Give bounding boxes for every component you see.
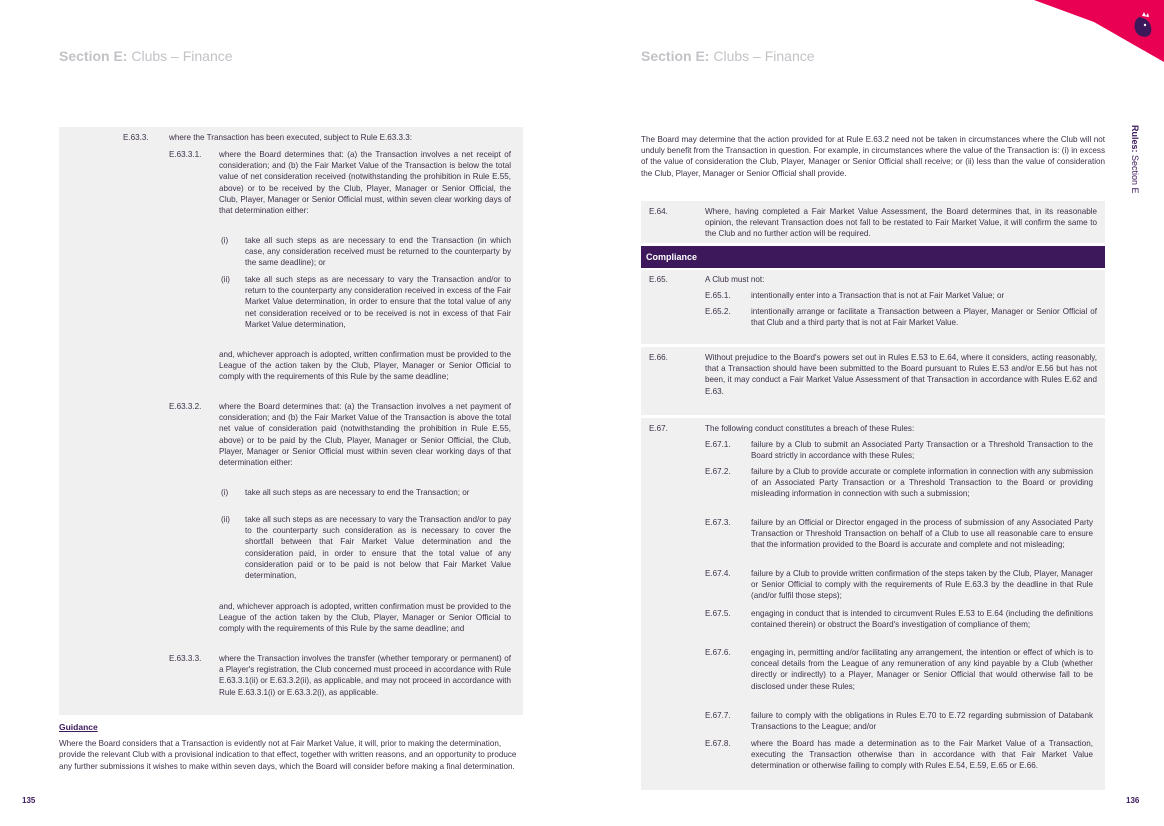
rule-text: A Club must not:	[705, 275, 765, 284]
rule-block-e65	[641, 270, 1105, 344]
rule-text: where the Transaction has been executed, subject to Rule E.63.3.3:	[169, 133, 412, 142]
rule-block-e64	[641, 201, 1105, 243]
rule-text: intentionally enter into a Transaction that is not at Fair Market Value; or	[751, 291, 1005, 300]
page-number: 136	[1126, 796, 1140, 805]
list-marker: (i)	[221, 488, 229, 497]
rule-number: E.67.6.	[705, 648, 731, 657]
rule-text: where the Transaction involves the transfer (whether temporary or permanent) of a Player's registration, the Club concerned must proceed in accordance with Rule E.63.3.1(ii) or E.63.3.2(ii), as applicable, and may not proceed in accordance with Rule E.63.3.1(i) or E.63.3.2(i), as applicable.	[219, 654, 511, 697]
rule-number: E.63.3.	[123, 133, 149, 142]
rule-text: where the Board has made a determination as to the Fair Market Value of a Transaction, executing the Transaction otherwise than in accordance with that Fair Market Value determination or otherwise failing to comply with Rules E.54, E.59, E.65 or E.66.	[751, 739, 1093, 771]
rule-number: E.67.7.	[705, 711, 731, 720]
rule-text: engaging in, permitting and/or facilitating any arrangement, the intention or effect of which is to conceal details from the League of any remuneration of any kind payable by a Club (whether directly or indirectly) to a Player, Manager or Senior Official that would otherwise fall to be disclosed under these Rules;	[751, 648, 1093, 691]
rule-text: take all such steps as are necessary to end the Transaction (in which case, any consideration received must be returned to the counterparty by the same deadline); or	[245, 236, 511, 268]
rule-text: take all such steps as are necessary to vary the Transaction and/or to return to the counterparty any consideration received in excess of the Fair Market Value determination, in order to ensure that the total value of any net consideration received or to be received is not in excess of that Fair Market Value determination,	[245, 275, 511, 329]
corner-decoration	[994, 0, 1164, 70]
rule-number: E.67.	[649, 424, 668, 433]
list-marker: (i)	[221, 236, 229, 245]
rule-text: failure by a Club to provide accurate or complete information in connection with any submission of an Associated Party Transaction or a Threshold Transaction to the Board or providing misleading information in connection with such a submission;	[751, 467, 1093, 499]
guidance-text: Where the Board considers that a Transaction is evidently not at Fair Market Value, it will, prior to making the determination, provide the relevant Club with a provisional indication to that effect, together with written reasons, and an opportunity to produce any further submissions it wishes to make within seven days, which the Board will consider before making a final determination.	[59, 739, 517, 771]
page-number: 135	[22, 796, 36, 805]
rule-number: E.67.4.	[705, 569, 731, 578]
compliance-heading: Compliance	[641, 246, 1105, 268]
rule-block-e67	[641, 418, 1105, 790]
rule-number: E.67.1.	[705, 440, 731, 449]
list-marker: (ii)	[221, 275, 230, 284]
rule-text: Without prejudice to the Board's powers set out in Rules E.53 to E.64, where it considers, acting reasonably, that a Transaction should have been submitted to the Board pursuant to Rules E.53 and/or E.56 but has not been, it may conduct a Fair Market Value Assessment of that Transaction in accordance with Rules E.62 and E.63.	[705, 353, 1097, 396]
rule-number: E.66.	[649, 353, 668, 362]
section-header: Section E: Clubs – Finance	[59, 48, 233, 64]
rule-number: E.67.5.	[705, 609, 731, 618]
rule-number: E.67.8.	[705, 739, 731, 748]
rule-text: take all such steps as are necessary to end the Transaction; or	[245, 488, 470, 497]
rule-number: E.65.	[649, 275, 668, 284]
rule-text: and, whichever approach is adopted, written confirmation must be provided to the League of the action taken by the Club, Player, Manager or Senior Official to comply with the requirements of this Rule by the same deadline; and	[219, 602, 511, 634]
section-header: Section E: Clubs – Finance	[641, 48, 815, 64]
rule-number: E.63.3.1.	[169, 150, 202, 159]
rule-number: E.63.3.2.	[169, 402, 202, 411]
rule-number: E.67.3.	[705, 518, 731, 527]
intro-paragraph: The Board may determine that the action provided for at Rule E.63.2 need not be taken in circumstances where the Club will not unduly benefit from the Transaction in question. For example, in circumstances where the value of the Transaction is: (i) in excess of the value of consideration the Club, Player, Manager or Senior Official shall receive; or (ii) less than the value of consideration the Club, Player, Manager or Senior Official shall provide.	[641, 135, 1105, 178]
rule-text: failure to comply with the obligations in Rules E.70 to E.72 regarding submission of Databank Transactions to the League; and/or	[751, 711, 1093, 732]
rule-number: E.67.2.	[705, 467, 731, 476]
rule-text: and, whichever approach is adopted, written confirmation must be provided to the League of the action taken by the Club, Player, Manager or Senior Official to comply with the requirements of this Rule by the same deadline;	[219, 350, 511, 382]
rule-text: failure by a Club to provide written confirmation of the steps taken by the Club, Player, Manager or Senior Official to comply with the requirements of Rule E.63.3 by the deadline in that Rule (and/or fulfil those steps);	[751, 569, 1093, 601]
rule-number: E.64.	[649, 207, 668, 216]
rule-text: failure by an Official or Director engaged in the process of submission of any Associated Party Transaction or Threshold Transaction on behalf of a Club to use all reasonable care to ensure that the information provided to the Board is accurate and complete and not misleading;	[751, 518, 1093, 550]
rule-text: The following conduct constitutes a breach of these Rules:	[705, 424, 915, 433]
rule-text: failure by a Club to submit an Associated Party Transaction or a Threshold Transaction to the Board strictly in accordance with these Rules;	[751, 440, 1093, 461]
guidance-title: Guidance	[59, 722, 98, 732]
side-section-label: Rules: Section E	[1130, 125, 1140, 194]
rule-number: E.65.1.	[705, 291, 731, 300]
rule-text: take all such steps as are necessary to vary the Transaction and/or to pay to the counterparty such consideration as is necessary to cover the shortfall between that Fair Market Value determination and the consideration paid, in order to ensure that the total value of any consideration paid or to be paid is not below that Fair Market Value determination,	[245, 515, 511, 581]
rule-block-e63-3	[59, 127, 523, 715]
rule-text: engaging in conduct that is intended to circumvent Rules E.53 to E.64 (including the definitions contained therein) or obstruct the Board's investigation of compliance of them;	[751, 609, 1093, 630]
rule-text: Where, having completed a Fair Market Value Assessment, the Board determines that, in its reasonable opinion, the relevant Transaction does not fall to be restated to Fair Market Value, it will confirm the same to the Club and no further action will be required.	[705, 207, 1097, 239]
rule-text: where the Board determines that: (a) the Transaction involves a net payment of consideration; and (b) the Fair Market Value of the Transaction is above the total net value of consideration paid (notwithstanding the prohibition in Rule E.55, above) or to be paid by the Club, Player, Manager or Senior Official, the Club, Player, Manager or Senior Official must within seven clear working days of that determination either:	[219, 402, 511, 468]
list-marker: (ii)	[221, 515, 230, 524]
rule-number: E.63.3.3.	[169, 654, 202, 663]
right-page	[582, 0, 1164, 826]
rule-text: intentionally arrange or facilitate a Transaction between a Player, Manager or Senior Official of that Club and a third party that is not at Fair Market Value.	[751, 307, 1097, 328]
rule-block-e66	[641, 347, 1105, 415]
rule-number: E.65.2.	[705, 307, 731, 316]
rule-text: where the Board determines that: (a) the Transaction involves a net receipt of consideration; and (b) the Fair Market Value of the Transaction is below the total value of net consideration received (notwithstanding the prohibition in Rule E.55, above) or to be received by the Club, Player, Manager or Senior Official, the Club, Player, Manager or Senior Official must, within seven clear working days of that determination either:	[219, 150, 511, 216]
